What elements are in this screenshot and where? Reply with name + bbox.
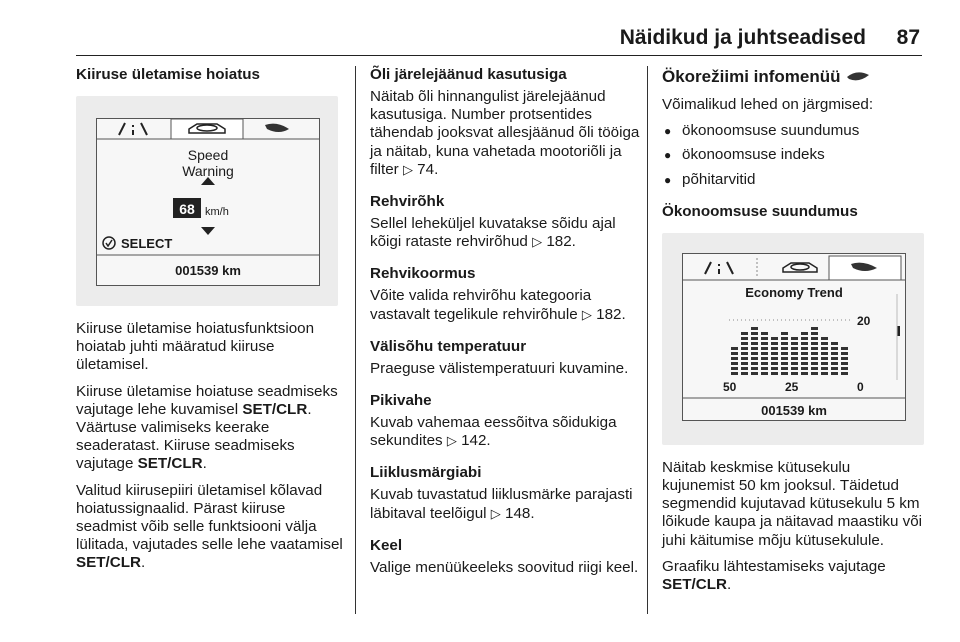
bar-segment	[731, 352, 738, 355]
reference-arrow-icon: ▷	[402, 161, 413, 177]
bar-segment	[801, 372, 808, 375]
column-2	[370, 66, 640, 591]
bar-segment	[771, 362, 778, 365]
y-tick-label: 20	[857, 313, 871, 328]
bar-segment	[841, 367, 848, 370]
bar-segment	[791, 337, 798, 340]
bar-segment	[741, 357, 748, 360]
speed-label: Speed	[187, 147, 229, 163]
bar-segment	[771, 372, 778, 375]
bar-segment	[831, 362, 838, 365]
bar-segment	[751, 332, 758, 335]
section-heading: Õli järelejäänud kasutusiga	[370, 66, 567, 83]
bar-segment	[811, 362, 818, 365]
x-tick-label: 25	[785, 379, 799, 394]
subheading: Ökonoomsuse suundumus	[662, 202, 858, 220]
page-number: 87	[896, 26, 920, 49]
bar-segment	[781, 347, 788, 350]
bar-segment	[781, 357, 788, 360]
x-tick-label: 50	[723, 379, 737, 394]
bar-segment	[761, 342, 768, 345]
section-traffic-sign-assist: Liiklusmärgiabi Kuvab tuvastatud liiklusmärke parajasti läbitaval teelõigul ▷ 148.	[370, 464, 640, 522]
bar-segment	[801, 332, 808, 335]
bar-segment	[791, 347, 798, 350]
odometer: 001539 km	[175, 263, 241, 278]
bar-segment	[761, 337, 768, 340]
bar-segment	[821, 372, 828, 375]
speed-value: 68	[179, 201, 195, 217]
section-outside-temperature: Välisõhu temperatuur Praeguse välistemperatuuri kuvamine.	[370, 338, 640, 378]
eco-leaf-icon	[845, 69, 871, 83]
list-item: ● põhitarvitid	[662, 171, 924, 189]
section-language: Keel Valige menüükeeleks soovitud riigi keel.	[370, 536, 639, 576]
bar-segment	[761, 357, 768, 360]
bar-segment	[741, 337, 748, 340]
bar-segment	[821, 367, 828, 370]
bar-segment	[831, 357, 838, 360]
section-following-distance: Pikivahe Kuvab vahemaa eessõitva sõidukiga sekundites ▷ 142.	[370, 392, 640, 450]
section-heading: Pikivahe	[370, 392, 432, 410]
check-icon	[103, 237, 115, 249]
bar-segment	[771, 367, 778, 370]
section-heading: Liiklusmärgiabi	[370, 464, 482, 482]
bar-segment	[811, 367, 818, 370]
bar-segment	[801, 362, 808, 365]
section-heading: Välisõhu temperatuur	[370, 337, 527, 355]
reference-arrow-icon: ▷	[446, 433, 457, 449]
economy-trend-figure	[662, 233, 924, 445]
paragraph: Valitud kiirusepiiri ületamisel kõlavad hoiatussignaalid. Pärast kiiruse seadmist võib selle funktsiooni välja lülitada, vajutades selle lehe vaatamisel SET/CLR.	[76, 481, 343, 572]
bar-segment	[811, 347, 818, 350]
bar-segment	[841, 347, 848, 350]
bar-segment	[751, 327, 758, 330]
section-heading: Keel	[370, 536, 403, 554]
bar-segment	[731, 372, 738, 375]
bar-segment	[801, 367, 808, 370]
bar-segment	[811, 337, 818, 340]
reference-arrow-icon: ▷	[532, 234, 543, 250]
section-tire-pressure: Rehvirõhk Sellel leheküljel kuvatakse sõidu ajal kõigi rataste rehvirõhud ▷ 182.	[370, 193, 640, 251]
speed-warning-figure	[76, 96, 338, 306]
bar-segment	[731, 367, 738, 370]
bar-segment	[841, 357, 848, 360]
column-divider	[647, 66, 648, 614]
bar-segment	[741, 347, 748, 350]
display-screen	[682, 253, 906, 421]
bar-segment	[771, 357, 778, 360]
bar-segment	[791, 357, 798, 360]
bar-segment	[731, 357, 738, 360]
bar-segment	[811, 332, 818, 335]
road-icon	[119, 123, 147, 135]
bar-segment	[821, 357, 828, 360]
speed-unit: km/h	[205, 206, 229, 218]
bar-segment	[741, 367, 748, 370]
bar-segment	[781, 372, 788, 375]
bar-segment	[821, 352, 828, 355]
display-graphic	[97, 119, 319, 285]
section-heading: Rehvikoormus	[370, 265, 476, 283]
bar-segment	[801, 352, 808, 355]
section-oil-life: Õli järelejäänud kasutusiga Näitab õli hinnangulist järelejäänud kasutusiga. Number protsentides tähendab jooksvat allesjäänud õli tööiga ja näitab, kuna vahetada mootoriõli ja filter ▷ 74.	[370, 66, 640, 178]
bar-segment	[781, 342, 788, 345]
bar-segment	[781, 367, 788, 370]
bar-segment	[821, 342, 828, 345]
bar-segment	[841, 362, 848, 365]
bar-segment	[761, 367, 768, 370]
bar-segment	[771, 342, 778, 345]
bar-segment	[791, 362, 798, 365]
bar-segment	[781, 362, 788, 365]
bar-segment	[831, 352, 838, 355]
bar-segment	[801, 342, 808, 345]
leaf-icon	[265, 124, 289, 132]
bar-segment	[731, 347, 738, 350]
car-icon	[783, 263, 817, 272]
list-item: ● ökonoomsuse indeks	[662, 146, 924, 164]
bar-segment	[801, 337, 808, 340]
bar-segment	[731, 362, 738, 365]
bar-segment	[741, 372, 748, 375]
list-item: ● ökonoomsuse suundumus	[662, 122, 924, 140]
bar-segment	[821, 347, 828, 350]
bar-segment	[741, 362, 748, 365]
bar-segment	[841, 352, 848, 355]
bar-segment	[741, 342, 748, 345]
bar-segment	[781, 337, 788, 340]
bar-segment	[771, 352, 778, 355]
section-heading: Kiiruse ületamise hoiatus	[76, 66, 260, 83]
bar-segment	[831, 347, 838, 350]
road-icon	[705, 262, 733, 274]
bar-segment	[791, 367, 798, 370]
bar-segment	[751, 362, 758, 365]
bar-segment	[751, 372, 758, 375]
bar-segment	[751, 342, 758, 345]
bar-segment	[761, 347, 768, 350]
bar-segment	[741, 352, 748, 355]
bar-segment	[791, 352, 798, 355]
column-3	[662, 66, 924, 602]
bar-segment	[771, 347, 778, 350]
bar-segment	[831, 367, 838, 370]
bar-segment	[801, 347, 808, 350]
bar-segment	[761, 332, 768, 335]
bar-segment	[751, 352, 758, 355]
bar-segment	[751, 347, 758, 350]
page-header	[0, 26, 960, 56]
intro-text: Võimalikud lehed on järgmised:	[662, 96, 874, 113]
bar-segment	[821, 362, 828, 365]
odometer: 001539 km	[761, 402, 827, 418]
select-label: SELECT	[121, 236, 173, 251]
header-rule	[76, 55, 922, 56]
display-screen	[96, 118, 320, 286]
section-heading: Rehvirõhk	[370, 193, 445, 211]
bar-segment	[751, 357, 758, 360]
bar-segment	[841, 372, 848, 375]
bar-segment	[751, 367, 758, 370]
bar-segment	[831, 342, 838, 345]
bar-segment	[791, 372, 798, 375]
x-tick-label: 0	[857, 379, 864, 394]
bar-segment	[811, 372, 818, 375]
bar-segment	[761, 372, 768, 375]
warning-label: Warning	[182, 163, 234, 179]
reference-arrow-icon: ▷	[581, 306, 592, 322]
arrow-down-icon	[201, 227, 215, 235]
page-title: Näidikud ja juhtseadised	[619, 26, 866, 49]
bar-segment	[771, 337, 778, 340]
paragraph: Kiiruse ületamise hoiatusfunktsioon hoiatab juhti määratud kiiruse ületamisel.	[76, 320, 315, 374]
bar-segment	[811, 352, 818, 355]
bar-segment	[791, 342, 798, 345]
bar-segment	[761, 362, 768, 365]
bar-segment	[801, 357, 808, 360]
section-heading: Ökorežiimi infomenüü	[662, 66, 924, 88]
bar-segment	[741, 332, 748, 335]
bar-segment	[781, 332, 788, 335]
reference-arrow-icon: ▷	[490, 505, 501, 521]
paragraph: Graafiku lähtestamiseks vajutage SET/CLR.	[662, 557, 886, 594]
paragraph: Kiiruse ületamise hoiatuse seadmiseks vajutage lehe kuvamisel SET/CLR. Väärtuse valimiseks keerake seaderatast. Kiiruse seadmiseks vajutage SET/CLR.	[76, 382, 338, 473]
bar-segment	[781, 352, 788, 355]
bar-segment	[761, 352, 768, 355]
bar-segment	[811, 342, 818, 345]
bar-segment	[751, 337, 758, 340]
bar-segment	[821, 337, 828, 340]
paragraph: Näitab keskmise kütusekulu kujunemist 50 km jooksul. Täidetud segmendid kujutavad kütusekulu 5 km lõikude kaupa ja näitavad maastiku või juhi käitumise mõju kütusekulule.	[662, 458, 923, 549]
section-tire-load: Rehvikoormus Võite valida rehvirõhu kategooria vastavalt tegelikule rehvirõhule ▷ 182.	[370, 265, 640, 323]
column-divider	[355, 66, 356, 614]
column-1	[76, 66, 346, 581]
bar-segment	[811, 327, 818, 330]
chart-title: Economy Trend	[745, 284, 843, 300]
bar-segment	[831, 372, 838, 375]
bar-segment	[811, 357, 818, 360]
